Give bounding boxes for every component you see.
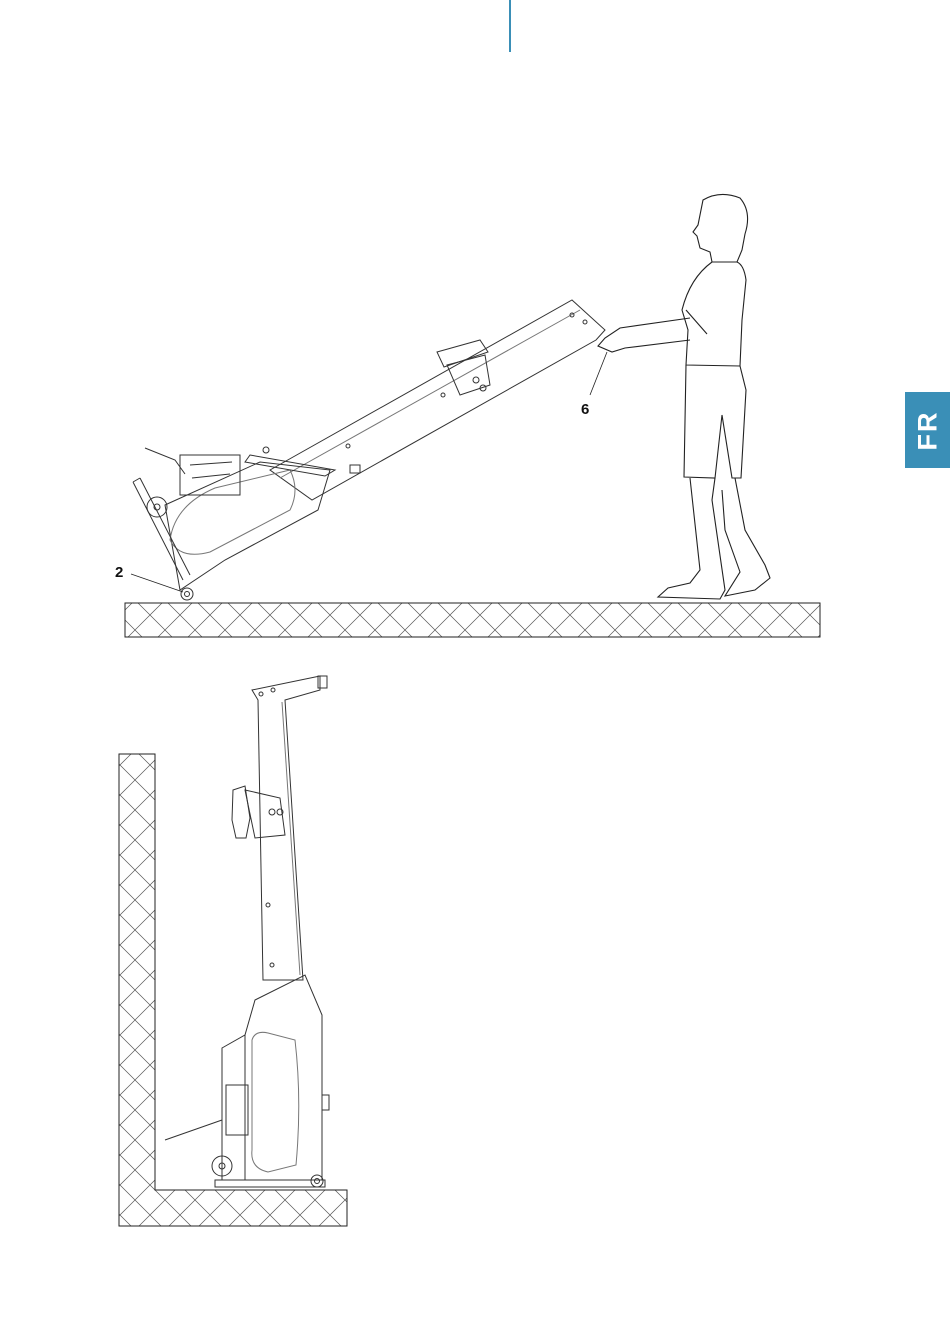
water-tank-vertical <box>245 975 322 1180</box>
callout-2-label: 2 <box>115 564 124 581</box>
seat-vertical <box>232 786 250 838</box>
callout-6-label: 6 <box>581 401 590 418</box>
figure-bottom-stored <box>119 676 347 1226</box>
language-tab-label: FR <box>912 410 942 450</box>
water-tank <box>165 462 330 590</box>
seat <box>437 340 488 367</box>
floor-top <box>125 603 820 637</box>
callout-2-leader <box>131 574 183 592</box>
rail-upright <box>252 676 320 980</box>
callout-6-leader <box>590 352 607 395</box>
rail-beam <box>270 300 605 500</box>
person-silhouette <box>598 194 770 599</box>
